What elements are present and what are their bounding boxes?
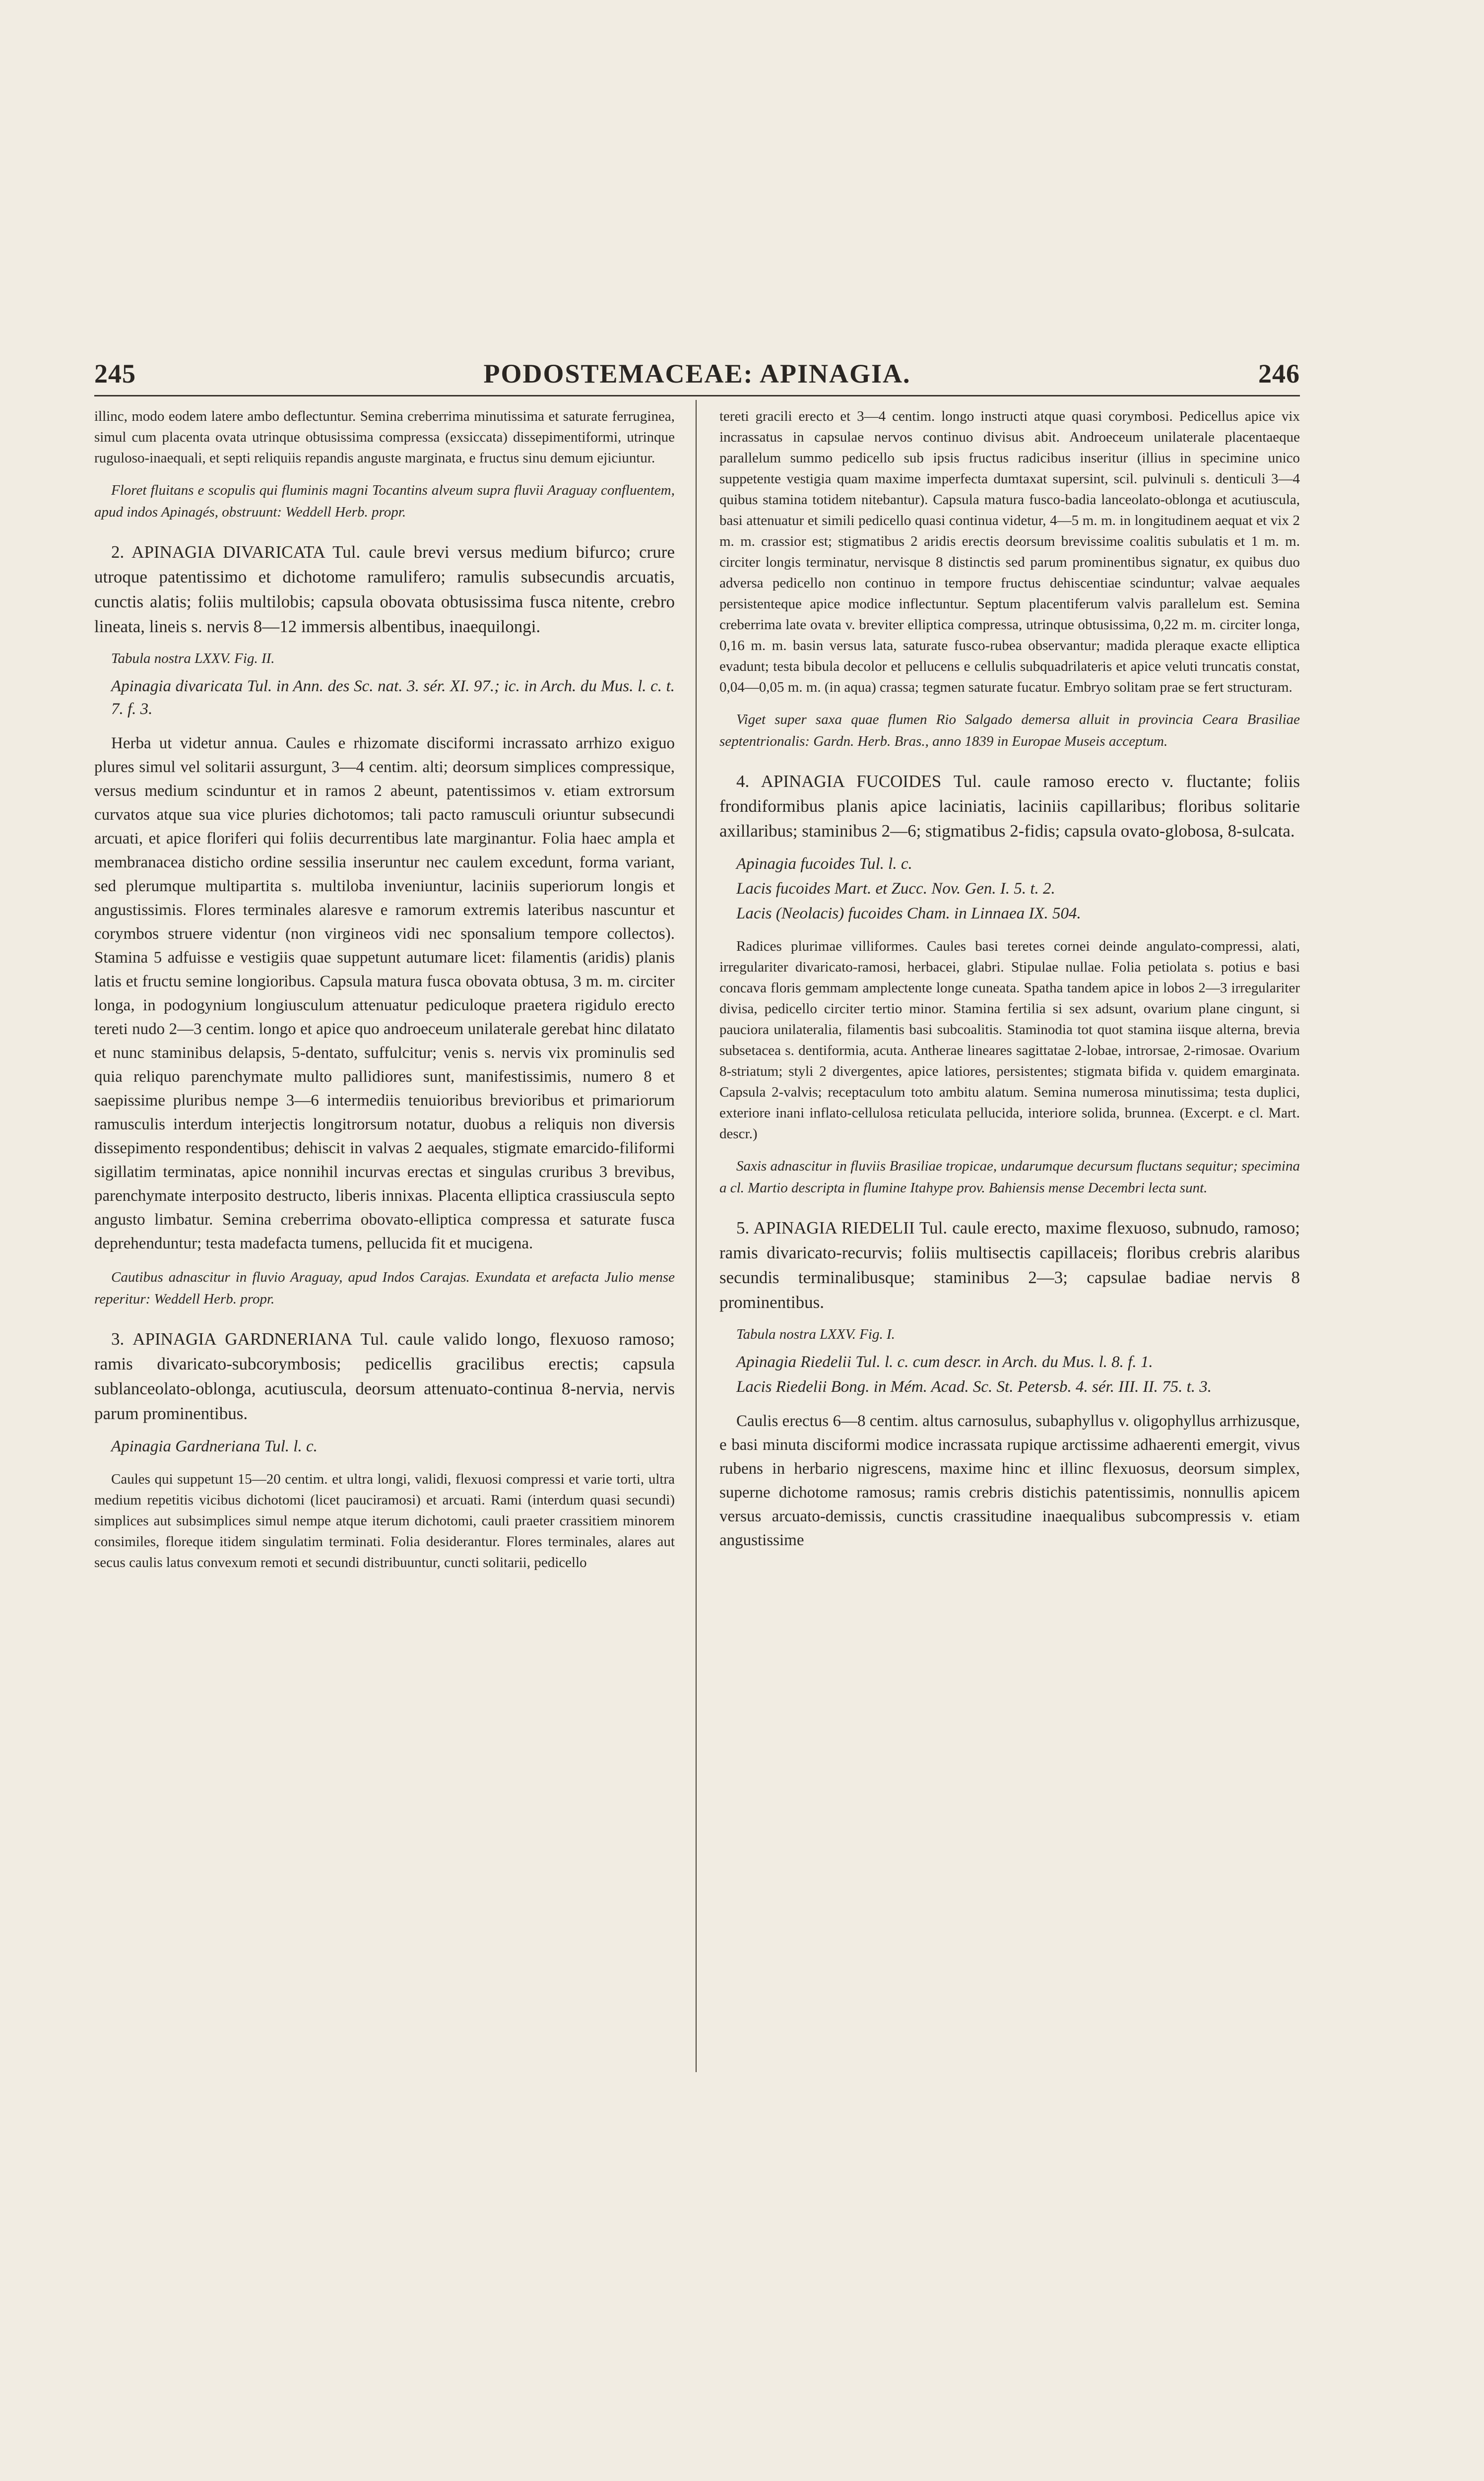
- page-number-right: 246: [1258, 359, 1300, 389]
- synonym: Apinagia fucoides Tul. l. c.: [736, 855, 912, 873]
- plate-reference: Tabula nostra LXXV. Fig. II.: [111, 651, 275, 666]
- species-description: Caulis erectus 6—8 centim. altus carnosulus, subaphyllus v. oligophyllus arrhizusque, e basi minuta disciformi modice incrassata rupique arctissime adhaerenti emergit, vivus rubens in herbario nigrescens, maxime hinc et illinc flexuosus, deorsum simplex, superne dichotome ramosus; ramis crebris distichis patentissimis, nonnullis apicem versus arcuato-demissis, cunctis crassitudine inaequalibus subcompressis v. etiam angustissime: [719, 1412, 1300, 1549]
- synonym: Apinagia Riedelii Tul. l. c. cum descr. in Arch. du Mus. l. 8. f. 1.: [736, 1353, 1153, 1371]
- species-description: Herba ut videtur annua. Caules e rhizomate disciformi incrassato arrhizo exiguo plures simul vel solitarii assurgunt, 3—4 centim. alti; deorsum simplices compressique, versus medium scinduntur et in ramos 2 abeunt, patentissimos v. etiam extrorsum curvatos atque sua vice pluries dichotomos; tali pacto ramusculi oriuntur subsecundi arcuati, et apice floriferi qui foliis decurrentibus late marginantur. Folia haec ampla et membranacea disticho ordine sessilia inseruntur nec caulem excedunt, forma variant, sed plerumque multipartita s. multiloba inveniuntur, laciniis superiorum longis et angustissimis. Flores terminales alaresve e ramorum extremis lateribus nascuntur et corymbos struere videntur (non virgineos vidi nec sponsalium tempore collectos). Stamina 5 adfuisse e vestigiis quae suppetunt autumare licet: filamentis (aridis) planis latis et fructu semine longioribus. Capsula matura fusca obovata obtusa, 3 m. m. circiter longa, in podogynium longiusculum attenuatur pediculoque praetera rigidulo erecto tereti nudo 2—3 centim. longo et apice quo androeceum unilaterale gerebat hinc dilatato et nunc staminibus delapsis, 5-dentato, suffulcitur; venis s. nervis vix prominulis sed quia reliquo parenchymate multo pallidiores sunt, manifestissimis, numero 8 et saepissime pluribus nempe 3—6 intermediis tenuioribus brevioribus et primariorum ramusculis interdum interjectis longitrorsum notatur, duobus a reliquis non diversis dissepimento respondentibus; dehiscit in valvas 2 aequales, stigmate emarcido-filiformi sigillatim terminatas, apice nonnihil incurvas erectas et singulas cruribus 3 brevibus, parenchymate interposito destructo, liberis innixas. Placenta elliptica crassiuscula septo angusto limbatur. Semina creberrima obovato-elliptica compressa et saturate fusca deprehenduntur; testa madefacta tumens, pellucida fit et mucigena.: [94, 734, 675, 1252]
- right-column: [719, 406, 1300, 1556]
- plate-reference: Tabula nostra LXXV. Fig. I.: [736, 1326, 895, 1342]
- species-heading-fucoides: 4. APINAGIA FUCOIDES Tul. caule ramoso erecto v. fluctante; foliis frondiformibus planis apice laciniatis, laciniis capillaribus; floribus solitarie axillaribus; staminibus 2—6; stigmatibus 2-fidis; capsula ovato-globosa, 8-sulcata.: [719, 772, 1300, 841]
- habitat-note: Viget super saxa quae flumen Rio Salgado demersa alluit in provincia Ceara Brasiliae septentrionalis: Gardn. Herb. Bras., anno 1839 in Europae Museis acceptum.: [719, 712, 1300, 749]
- synonymy: [94, 1435, 675, 1458]
- synonym: Lacis fucoides Mart. et Zucc. Nov. Gen. I. 5. t. 2.: [736, 880, 1055, 898]
- continued-description: illinc, modo eodem latere ambo deflectuntur. Semina creberrima minutissima et saturate ferruginea, simul cum placenta ovata utrinque obtusissima compressa (exsiccata) dissepimentiformi, utrinque ruguloso-inaequali, et septi reliquiis repandis anguste marginata, e fructus sinu demum ejiciuntur.: [94, 408, 675, 466]
- synonym: Apinagia Gardneriana Tul. l. c.: [111, 1437, 318, 1455]
- species-heading-divaricata: 2. APINAGIA DIVARICATA Tul. caule brevi versus medium bifurco; crure utroque patentissimo et dichotome ramulifero; ramulis subsecundis arcuatis, cunctis alatis; foliis multilobis; capsula obovata obtusissima fusca nitente, crebro lineata, lineis s. nervis 8—12 immersis albentibus, inaequilongi.: [94, 542, 675, 636]
- continued-description: tereti gracili erecto et 3—4 centim. longo instructi atque quasi corymbosi. Pedicellus apice vix incrassatus in capsulae nervos continuo divisus abit. Androeceum unilaterale placentaeque parallelum summo pedicello sub ipsis fructus radicibus inseritur (illius in specimine unico suppetente vestigia quam maxime imperfecta dumtaxat supersint, scil. pulvinuli s. denticuli 3—4 quibus stamina totidem nitebantur). Capsula matura fusco-badia lanceolato-oblonga et acutiuscula, basi attenuatur et simili pedicello quasi continua videtur, 4—5 m. m. in longitudinem aequat et vix 2 m. m. crassior est; stigmatibus 2 aridis erectis deorsum brevissime coalitis subulatis et 1 m. m. circiter longis terminatur, nervisque 8 distinctis sed parum prominentibus signatur, ex quibus duo adversa pedicello non continuo in tempore fructus dehiscentiae scinduntur; valvae aequales persistenteque apice modice inflectuntur. Septum placentiferum valvis parallelum est. Semina creberrima late ovata v. breviter elliptica compressa, utrinque obtusissima, 0,22 m. m. circiter longa, 0,16 m. m. basin versus lata, saturate fusco-rubea observantur; madida pleraque exacte elliptica evadunt; testa bibula decolor et pellucens e cellulis subquadrilateris et apice veluti truncatis constat, 0,04—0,05 m. m. (in aqua) crassa; tegmen saturate fucatur. Embryo solitam prae se fert structuram.: [719, 408, 1300, 695]
- species-description: Caules qui suppetunt 15—20 centim. et ultra longi, validi, flexuosi compressi et varie torti, ultra medium repetitis vicibus dichotomi (licet pauciramosi) et arcuati. Rami (interdum quasi secundi) simplices aut subsimplices simul nempe atque iterum dichotomi, cauli praeter crassitiem minorem consimiles, floreque itidem singulatim terminati. Folia desiderantur. Flores terminales, alares aut secus caulis latus convexum remoti et secundi distribuuntur, cuncti solitarii, pedicello: [94, 1471, 675, 1570]
- column-divider: [696, 400, 697, 2072]
- synonymy: [94, 675, 675, 720]
- running-head: [94, 358, 1300, 393]
- habitat-note: Cautibus adnascitur in fluvio Araguay, apud Indos Carajas. Exundata et arefacta Julio mense reperitur: Weddell Herb. propr.: [94, 1269, 675, 1307]
- page-number-left: 245: [94, 359, 136, 389]
- running-title: PODOSTEMACEAE: APINAGIA.: [483, 359, 911, 389]
- species-description: Radices plurimae villiformes. Caules basi teretes cornei deinde angulato-compressi, alati, irregulariter divaricato-ramosi, herbacei, glabri. Stipulae nullae. Folia petiolata s. potius e basi concava floris gemmam amplectente longe cuneata. Spatha tandem apice in lobos 2—3 irregulariter divisa, pedicello circiter tertio minor. Stamina fertilia si sex adsunt, ovarium plane cingunt, si pauciora unilateralia, filamentis basi subcoalitis. Staminodia tot quot stamina iisque alterna, brevia subsetacea s. dentiformia, acuta. Antherae lineares sagittatae 2-lobae, introrsae, 2-rimosae. Ovarium 8-striatum; styli 2 divergentes, apice latiores, persistentes; stigmata bifida v. quidem emarginata. Capsula 2-valvis; receptaculum toto ambitu alatum. Semina numerosa minutissima; testa duplici, exteriore inani inflato-cellulosa reticulata pellucida, interiore solida, brunnea. (Excerpt. e cl. Mart. descr.): [719, 938, 1300, 1142]
- species-heading-riedelii: 5. APINAGIA RIEDELII Tul. caule erecto, maxime flexuoso, subnudo, ramoso; ramis divaricato-recurvis; foliis multisectis capillaceis; floribus crebris alaribus secundis terminalibusque; staminibus 2—3; capsulae badiae nervis 8 prominentibus.: [719, 1218, 1300, 1312]
- header-rule: [94, 395, 1300, 396]
- species-heading-gardneriana: 3. APINAGIA GARDNERIANA Tul. caule valido longo, flexuoso ramoso; ramis divaricato-subcorymbosis; pedicellis gracilibus erectis; capsula sublanceolato-oblonga, acutiuscula, deorsum attenuato-continua 8-nervia, nervis parum prominentibus.: [94, 1329, 675, 1423]
- synonym: Lacis Riedelii Bong. in Mém. Acad. Sc. St. Petersb. 4. sér. III. II. 75. t. 3.: [736, 1378, 1212, 1396]
- left-column: [94, 406, 675, 1578]
- habitat-note: Floret fluitans e scopulis qui fluminis magni Tocantins alveum supra fluvii Araguay confluentem, apud indos Apinagés, obstruunt: Weddell Herb. propr.: [94, 482, 675, 520]
- synonymy: [719, 1351, 1300, 1398]
- synonymy: [719, 852, 1300, 925]
- habitat-note: Saxis adnascitur in fluviis Brasiliae tropicae, undarumque decursum fluctans sequitur; specimina a cl. Martio descripta in flumine Itahype prov. Bahiensis mense Decembri lecta sunt.: [719, 1158, 1300, 1196]
- synonym: Apinagia divaricata Tul. in Ann. des Sc. nat. 3. sér. XI. 97.; ic. in Arch. du Mus. l. c. t. 7. f. 3.: [111, 677, 675, 718]
- synonym: Lacis (Neolacis) fucoides Cham. in Linnaea IX. 504.: [736, 905, 1081, 922]
